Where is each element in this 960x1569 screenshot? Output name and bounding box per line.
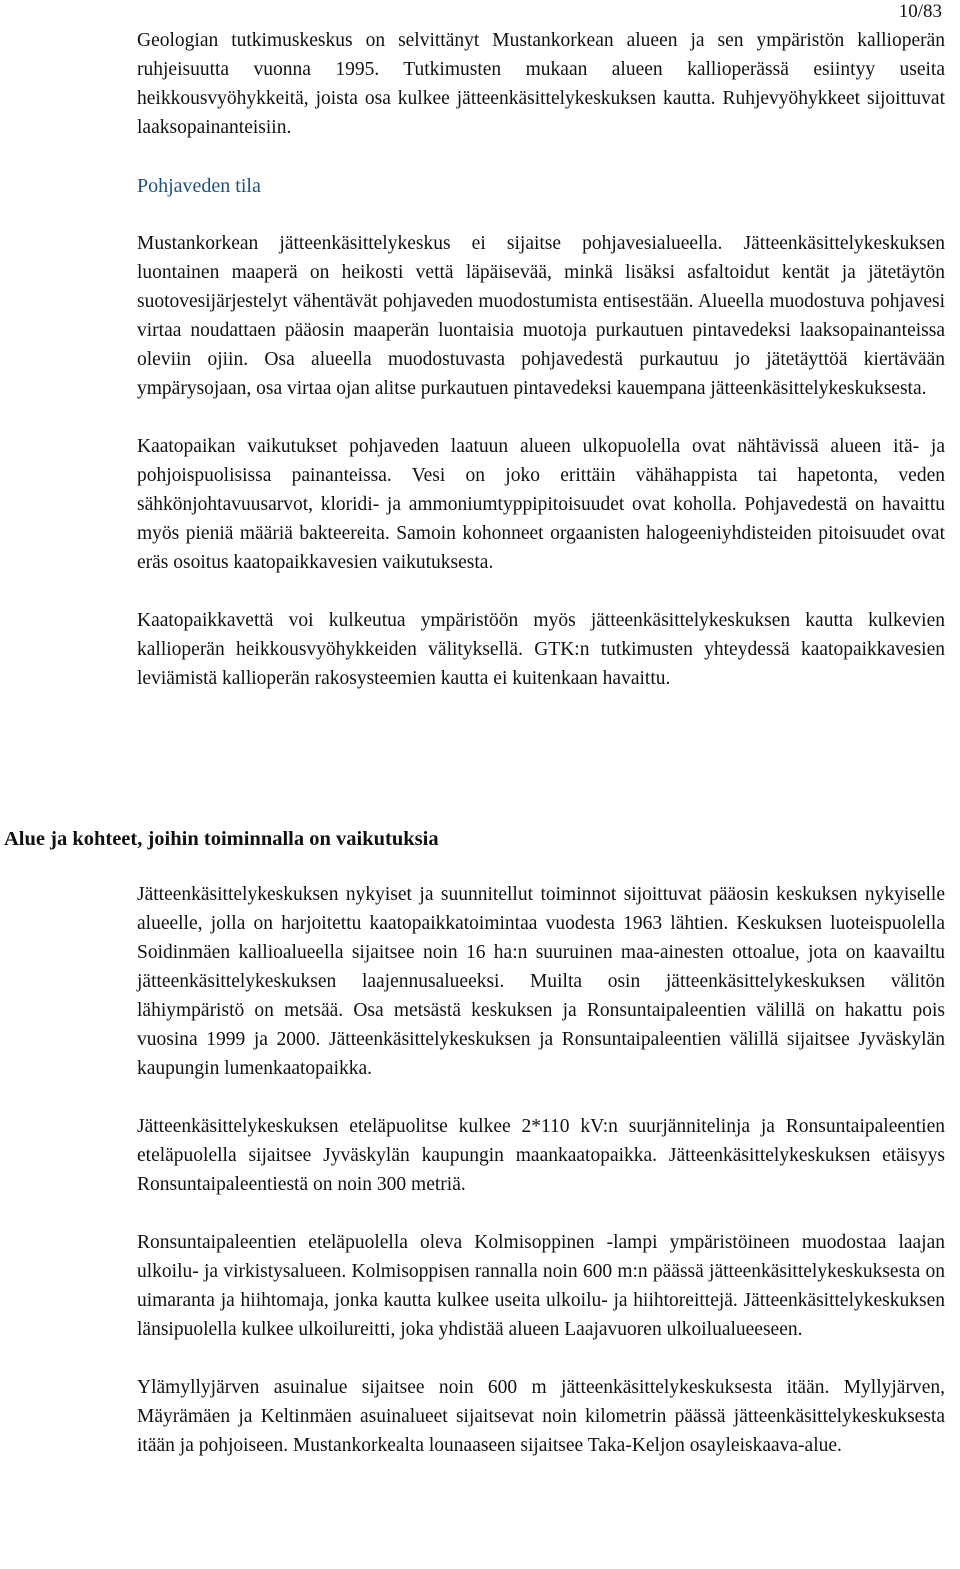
affected-area-paragraph: Ronsuntaipaleentien eteläpuolella oleva Kolmisoppinen -lampi ympäristöineen muodostaa laajan ulkoilu- ja virkistysalueen. Kolmisoppisen rannalla noin 600 m:n päässä jätteenkäsittelykeskuksesta on uimaranta ja hiihtomaja, jonka kautta kulkee useita ulkoilu- ja hiihtoreittejä. Jätteenkäsittelykeskuksen länsipuolella kulkee ulkoilureitti, joka yhdistää alueen Laajavuoren ulkoilualueeseen. [137, 1232, 945, 1340]
affected-area-paragraph: Jätteenkäsittelykeskuksen eteläpuolitse kulkee 2*110 kV:n suurjännitelinja ja Ronsuntaipaleentien eteläpuolella sijaitsee Jyväskylän kaupungin maankaatopaikka. Jätteenkäsittelykeskuksen etäisyys Ronsuntaipaleentiestä on noin 300 metriä. [137, 1116, 945, 1195]
affected-area-paragraph: Jätteenkäsittelykeskuksen nykyiset ja suunnitellut toiminnot sijoittuvat pääosin keskuksen nykyiselle alueelle, jolla on harjoitettu kaatopaikkatoimintaa vuodesta 1963 lähtien. Keskuksen luoteispuolella Soidinmäen kallioalueella sijaitsee noin 16 ha:n suuruinen maa-ainesten ottoalue, jota on kaavailtu jätteenkäsittelykeskuksen laajennusalueeksi. Muilta osin jätteenkäsittelykeskuksen välitön lähiympäristö on metsää. Osa metsästä keskuksen ja Ronsuntaipaleentien välillä on hakattu pois vuosina 1999 ja 2000. Jätteenkäsittelykeskuksen ja Ronsuntaipaleentien välillä sijaitsee Jyväskylän kaupungin lumenkaatopaikka. [137, 884, 945, 1079]
groundwater-heading: Pohjaveden tila [137, 175, 261, 197]
groundwater-paragraph: Kaatopaikkavettä voi kulkeutua ympäristöön myös jätteenkäsittelykeskuksen kautta kulkevien kallioperän heikkousvyöhykkeiden välityksellä. GTK:n tutkimusten yhteydessä kaatopaikkavesien leviämistä kallioperän rakosysteemien kautta ei kuitenkaan havaittu. [137, 610, 945, 689]
affected-area-paragraph: Ylämyllyjärven asuinalue sijaitsee noin 600 m jätteenkäsittelykeskuksesta itään. Myllyjärven, Mäyrämäen ja Keltinmäen asuinalueet sijaitsevat noin kilometrin päässä jätteenkäsittelykeskuksesta itään ja pohjoiseen. Mustankorkealta lounaaseen sijaitsee Taka-Keljon osayleiskaava-alue. [137, 1377, 945, 1456]
groundwater-paragraph: Mustankorkean jätteenkäsittelykeskus ei sijaitse pohjavesialueella. Jätteenkäsittelykeskuksen luontainen maaperä on heikosti vettä läpäisevää, minkä lisäksi asfaltoidut kentät ja jätetäytön suotovesijärjestelyt vähentävät pohjaveden muodostumista entisestään. Alueella muodostuva pohjavesi virtaa noudattaen pääosin maaperän luontaisia muotoja purkautuen pintavedeksi laaksopainanteissa oleviin ojiin. Osa alueella muodostuvasta pohjavedestä purkautuu jo jätetäyttöä kiertävään ympärysojaan, osa virtaa ojan alitse purkautuen pintavedeksi kauempana jätteenkäsittelykeskuksesta. [137, 233, 945, 399]
page-number: 10/83 [898, 1, 942, 22]
lower-section [137, 880, 945, 1460]
affected-area-heading: Alue ja kohteet, joihin toiminnalla on vaikutuksia [4, 828, 439, 850]
intro-paragraph: Geologian tutkimuskeskus on selvittänyt Mustankorkean alueen ja sen ympäristön kallioperän ruhjeisuutta vuonna 1995. Tutkimusten mukaan alueen kallioperässä esiintyy useita heikkousvyöhykkeitä, joista osa kulkee jätteenkäsittelykeskuksen kautta. Ruhjevyöhykkeet sijoittuvat laaksopainanteisiin. [137, 30, 945, 138]
upper-section [137, 26, 945, 693]
groundwater-paragraph: Kaatopaikan vaikutukset pohjaveden laatuun alueen ulkopuolella ovat nähtävissä alueen itä- ja pohjoispuolisissa painanteissa. Vesi on joko erittäin vähähappista tai hapetonta, veden sähkönjohtavuusarvot, kloridi- ja ammoniumtyppipitoisuudet ovat koholla. Pohjavedestä on havaittu myös pieniä määriä bakteereita. Samoin kohonneet orgaanisten halogeeniyhdisteiden pitoisuudet ovat eräs osoitus kaatopaikkavesien vaikutuksesta. [137, 436, 945, 573]
